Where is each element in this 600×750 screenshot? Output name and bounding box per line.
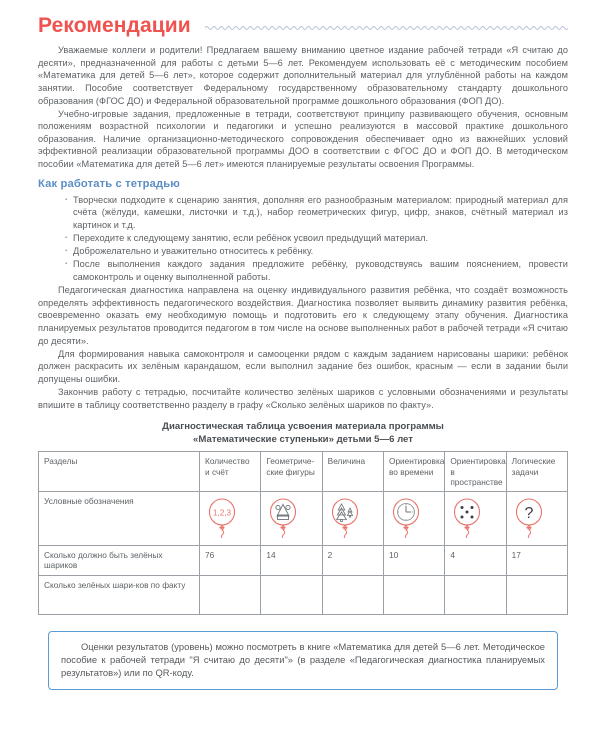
how-to-bullet-list <box>38 194 568 284</box>
table-row <box>39 575 568 614</box>
svg-text:1,2,3: 1,2,3 <box>212 508 232 518</box>
balloon-digits-icon <box>205 496 239 538</box>
cell-symbol-1 <box>261 492 322 545</box>
section-heading-how-to-work: Как работать с тетрадью <box>38 177 180 190</box>
diagnostics-paragraph-3: Закончив работу с тетрадью, посчитайте количество зелёных шариков с условными обозначениями и результаты впишите в таблицу соответственно разделу в графу «Сколько зелёных шариков по факту». <box>38 386 568 410</box>
cell-actual-3[interactable] <box>383 575 444 614</box>
table-header-col-1: Геометриче-ские фигуры <box>261 452 322 492</box>
table-header-col-2: Величина <box>322 452 383 492</box>
title-row <box>38 14 568 38</box>
callout-box <box>48 631 558 690</box>
cell-symbol-0 <box>200 492 261 545</box>
cell-actual-5[interactable] <box>506 575 567 614</box>
cell-expected-0: 76 <box>200 545 261 575</box>
list-item: · После выполнения каждого задания предложите ребёнку, руководствуясь вашим пояснением, провести самоконтроль и оценку выполненной работы. <box>64 258 568 283</box>
table-header-row <box>39 452 568 492</box>
cell-expected-5: 17 <box>506 545 567 575</box>
cell-actual-1[interactable] <box>261 575 322 614</box>
table-header-col-3: Ориентировка во времени <box>383 452 444 492</box>
cell-expected-1: 14 <box>261 545 322 575</box>
table-header-col-0: Количество и счёт <box>200 452 261 492</box>
balloon-question-icon <box>512 496 546 538</box>
balloon-shapes-icon <box>266 496 300 538</box>
cell-symbol-5 <box>506 492 567 545</box>
wavy-divider <box>205 24 568 32</box>
cell-expected-3: 10 <box>383 545 444 575</box>
table-caption-line-1: Диагностическая таблица усвоения материала программы <box>162 421 444 433</box>
diagnostics-paragraph-1: Педагогическая диагностика направлена на оценку индивидуального развития ребёнка, что создаёт возможность определять эффективность педагогического воздействия. Диагностика позволяет выявить динамику развития ребёнка, своевременно оказать ему необходимую помощь и подготовить его к следующему этапу обучения. Диагностика планируемых результатов проводится педагогом в том числе на основе выполненных работ в рабочей тетради «Я считаю до десяти». <box>38 285 568 346</box>
svg-text:?: ? <box>524 505 534 523</box>
cell-expected-2: 2 <box>322 545 383 575</box>
list-item: · Доброжелательно и уважительно относитесь к ребёнку. <box>64 245 568 258</box>
diagnostics-paragraph-2: Для формирования навыка самоконтроля и самооценки рядом с каждым заданием нарисованы шарики: ребёнок должен раскрасить их зелёным карандашом, если выполнил задание без ошибок, красным — если в задании были допущены ошибки. <box>38 348 568 384</box>
list-item: · Переходите к следующему занятию, если ребёнок усвоил предыдущий материал. <box>64 232 568 245</box>
table-caption-line-2: «Математические ступеньки» детьми 5—6 лет <box>193 434 413 446</box>
callout-text: Оценки результатов (уровень) можно посмотреть в книге «Математика для детей 5—6 лет. Методическое пособие к рабочей тетради "Я считаю до десяти"» (в разделе «Педагогическая диагностика планируемых результатов») или по QR-коду. <box>61 640 545 679</box>
cell-expected-4: 4 <box>445 545 506 575</box>
diagnostic-table <box>38 451 568 614</box>
intro-paragraph-1: Уважаемые коллеги и родители! Предлагаем вашему вниманию цветное издание рабочей тетради «Я считаю до десяти», предназначенной для работы с детьми 5—6 лет. Рекомендуем использовать её с методическим пособием «Математика для детей 5—6 лет», которое содержит дополнительный материал для углублённой работы на каждом занятии. Пособие соответствует Федеральному государственному образовательному стандарту дошкольного образования (ФГОС ДО) и Федеральной образовательной программе дошкольного образования (ФОП ДО). <box>38 45 568 106</box>
table-header-col-5: Логические задачи <box>506 452 567 492</box>
cell-symbol-4 <box>445 492 506 545</box>
table-header-col-4: Ориентировка в пространстве <box>445 452 506 492</box>
cell-symbol-2 <box>322 492 383 545</box>
table-header-sections: Разделы <box>39 452 200 492</box>
balloon-dots-icon <box>450 496 484 538</box>
intro-paragraph-2: Учебно-игровые задания, предложенные в тетради, соответствуют принципу развивающего обучения, основным положениям возрастной психологии и педагогики и успешно реализуются в массовой практике дошкольного образования. Наличие организационно-методического сопровождения обеспечивает одно из важнейших условий эффективной реализации образовательной программы ДОО в соответствии с ФГОС ДО и ФОП ДО. В методическом пособии «Математика для детей 5—6 лет» имеются планируемые результаты освоения Программы. <box>38 108 568 169</box>
row-label-actual: Сколько зелёных шари-ков по факту <box>39 575 200 614</box>
balloon-clock-icon <box>389 496 423 538</box>
row-label-expected: Сколько должно быть зелёных шариков <box>39 545 200 575</box>
page-title: Рекомендации <box>38 14 191 37</box>
table-row <box>39 492 568 545</box>
list-item: · Творчески подходите к сценарию занятия, дополняя его разнообразным материалом: природный материал для счёта (жёлуди, камешки, листочки и т.д.), набор геометрических фигур, цифр, знаков, счётный материал из картинок и т.д. <box>64 194 568 232</box>
cell-actual-2[interactable] <box>322 575 383 614</box>
table-caption <box>38 420 568 446</box>
cell-actual-0[interactable] <box>200 575 261 614</box>
cell-symbol-3 <box>383 492 444 545</box>
row-label-symbols: Условные обозначения <box>39 492 200 545</box>
cell-actual-4[interactable] <box>445 575 506 614</box>
balloon-size-icon <box>328 496 362 538</box>
table-row <box>39 545 568 575</box>
